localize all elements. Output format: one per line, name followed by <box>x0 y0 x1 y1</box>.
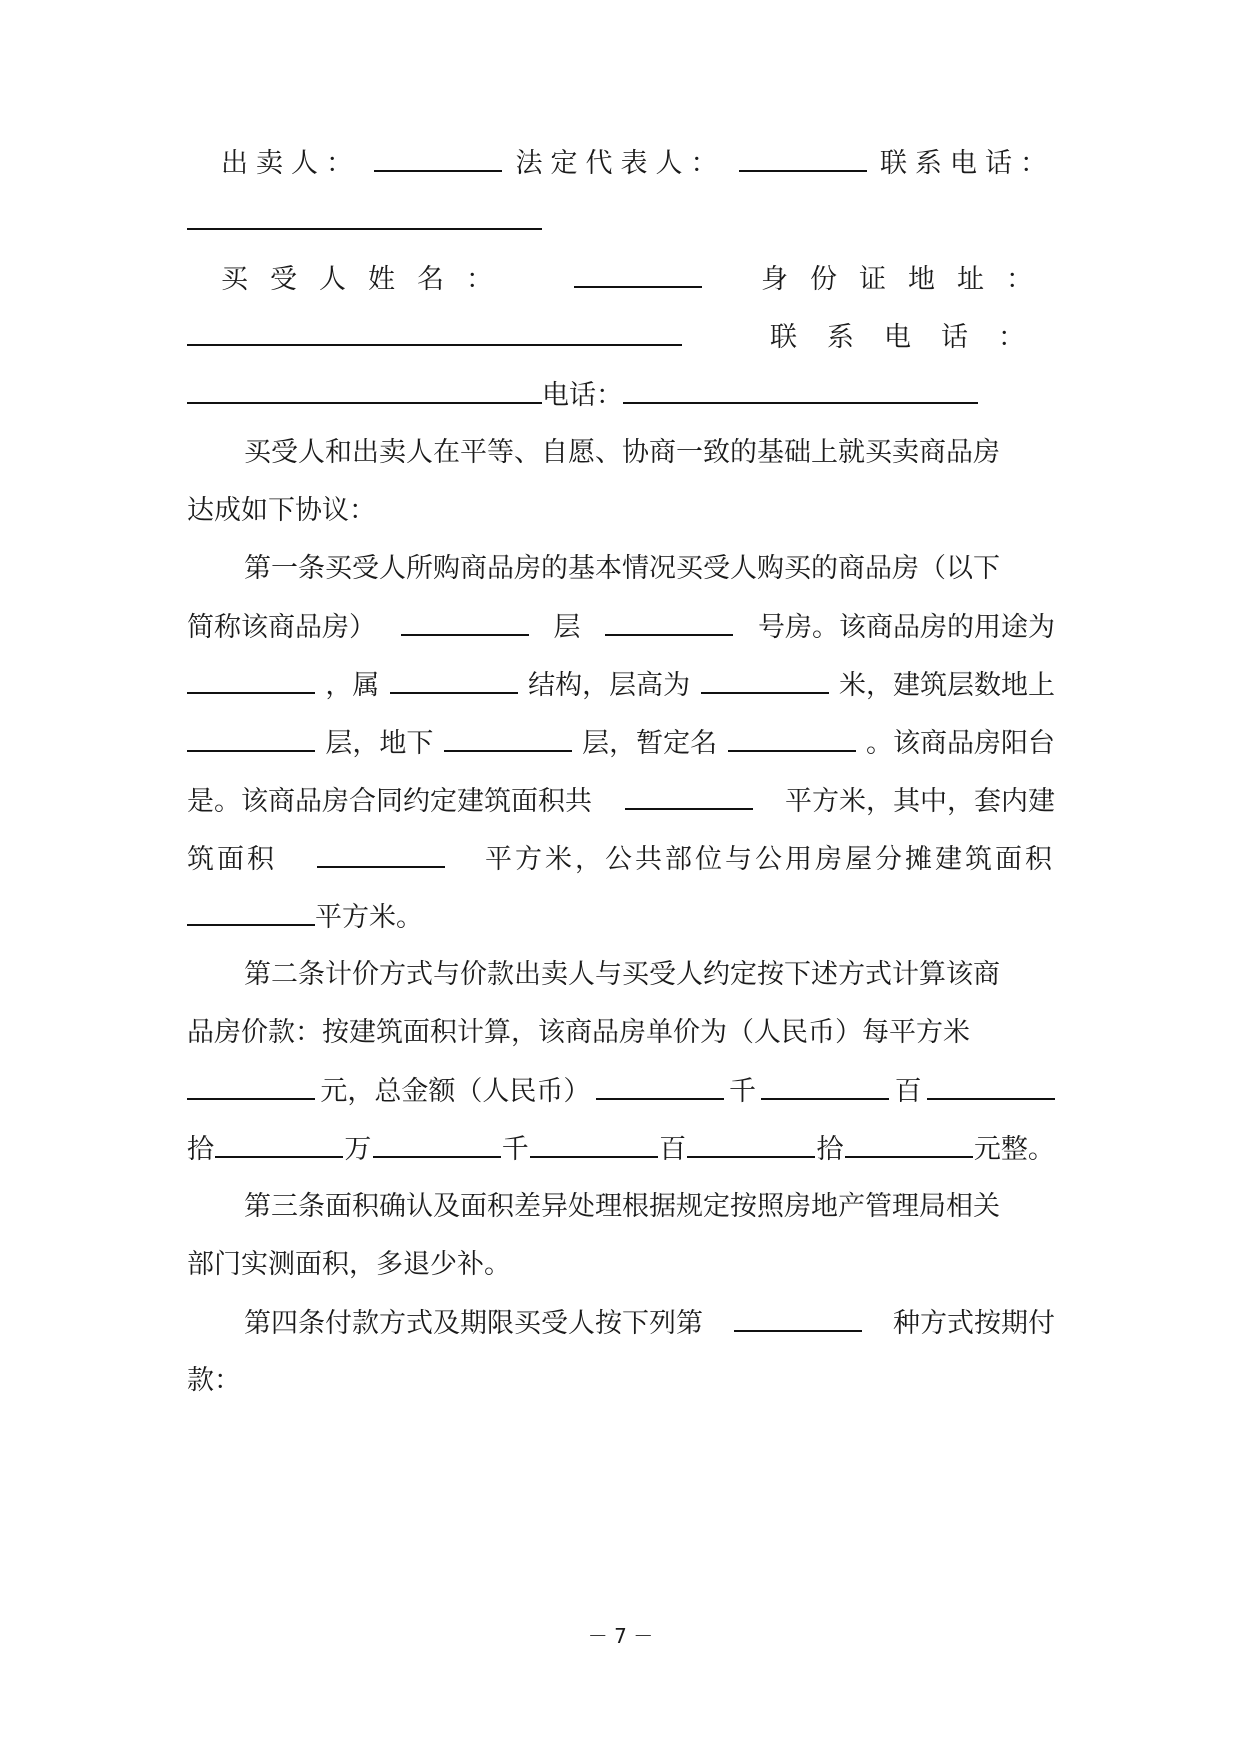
article2-line-4 <box>187 1132 1055 1166</box>
article1-line-4 <box>187 726 1055 760</box>
article1-line-1: 第一条买受人所购商品房的基本情况买受人购买的商品房（以下 <box>244 553 1000 584</box>
phone-label: 电话： <box>542 380 623 411</box>
buyer-phone-label: 联系电话： <box>770 322 1055 353</box>
legal-rep-label: 法定代表人： <box>515 148 726 179</box>
article1-line-6 <box>187 842 1055 876</box>
amount-bai-blank[interactable] <box>530 1132 658 1158</box>
unit-price-blank[interactable] <box>187 1074 315 1100</box>
buyer-phone-blank[interactable] <box>187 378 542 404</box>
room-number-blank[interactable] <box>605 610 733 636</box>
phone-blank[interactable] <box>623 378 978 404</box>
page-number: － 7 － <box>587 1624 654 1648</box>
floor-blank[interactable] <box>401 610 529 636</box>
article1-text: 。该商品房阳台 <box>865 728 1055 759</box>
preamble-line-2: 达成如下协议： <box>187 495 376 526</box>
id-address-label: 身份证地址： <box>761 264 1055 295</box>
total-ten-blank[interactable] <box>927 1074 1055 1100</box>
tentative-name-blank[interactable] <box>728 726 856 752</box>
seller-phone-line <box>187 204 1055 238</box>
article1-line-7 <box>187 900 1055 934</box>
buyer-info-line <box>187 262 1055 296</box>
id-address-blank[interactable] <box>187 320 682 346</box>
amount-yuan-blank[interactable] <box>845 1132 973 1158</box>
floors-below-blank[interactable] <box>444 726 572 752</box>
seller-name-blank[interactable] <box>374 146 502 172</box>
total-hundred-blank[interactable] <box>761 1074 889 1100</box>
article2-text: 元，总金额（人民币） <box>320 1076 591 1107</box>
amount-wan-blank[interactable] <box>215 1132 343 1158</box>
article4-line-2: 款： <box>187 1365 241 1396</box>
article2-text: 万 <box>344 1134 372 1165</box>
total-thousand-blank[interactable] <box>596 1074 724 1100</box>
article1-text: 米，建筑层数地上 <box>838 670 1055 701</box>
seller-label: 出卖人： <box>221 148 361 179</box>
article1-text: 是。该商品房合同约定建筑面积共 <box>187 786 592 817</box>
article2-text: 千 <box>501 1134 529 1165</box>
article1-text: 简称该商品房） <box>187 612 376 643</box>
article1-text: 平方米，其中，套内建 <box>785 786 1055 817</box>
floor-height-blank[interactable] <box>701 668 829 694</box>
article4-text: 第四条付款方式及期限买受人按下列第 <box>244 1308 703 1339</box>
usage-blank[interactable] <box>187 668 315 694</box>
article2-text: 拾 <box>187 1134 214 1165</box>
article1-text: 平方米，公共部位与公用房屋分摊建筑面积 <box>485 844 1055 875</box>
article2-text: 百 <box>659 1134 687 1165</box>
article2-text: 千 <box>728 1076 756 1107</box>
article1-text: 筑面积 <box>187 844 277 875</box>
article2-line-3 <box>187 1074 1055 1108</box>
seller-info-line <box>187 146 1055 180</box>
seller-phone-blank[interactable] <box>187 204 542 230</box>
article1-text: 层 <box>553 612 581 643</box>
buyer-phone-line <box>187 378 1055 412</box>
article2-text: 百 <box>894 1076 922 1107</box>
article2-text: 拾 <box>816 1134 844 1165</box>
article1-line-5 <box>187 784 1055 818</box>
article1-text: 号房。该商品房的用途为 <box>758 612 1055 643</box>
article1-text: 平方米。 <box>315 902 423 933</box>
seller-phone-label: 联系电话： <box>880 148 1055 179</box>
preamble-line-1: 买受人和出卖人在平等、自愿、协商一致的基础上就买卖商品房 <box>244 437 1000 468</box>
inner-area-blank[interactable] <box>317 842 445 868</box>
article1-line-2 <box>187 610 1055 644</box>
floors-above-blank[interactable] <box>187 726 315 752</box>
article1-text: 层，暂定名 <box>582 728 718 759</box>
payment-method-blank[interactable] <box>734 1306 862 1332</box>
total-area-blank[interactable] <box>625 784 753 810</box>
article1-text: 层，地下 <box>325 728 434 759</box>
article3-line-2: 部门实测面积，多退少补。 <box>187 1249 511 1280</box>
article1-line-3 <box>187 668 1055 702</box>
article4-line-1 <box>187 1306 1055 1340</box>
article4-text: 种方式按期付 <box>893 1308 1055 1339</box>
amount-qian-blank[interactable] <box>373 1132 501 1158</box>
structure-blank[interactable] <box>390 668 518 694</box>
buyer-address-line <box>187 320 1055 354</box>
legal-rep-blank[interactable] <box>739 146 867 172</box>
buyer-name-label: 买受人姓名： <box>221 264 515 295</box>
article3-line-1: 第三条面积确认及面积差异处理根据规定按照房地产管理局相关 <box>244 1191 1000 1222</box>
article2-text: 元整。 <box>973 1134 1055 1165</box>
article2-line-2: 品房价款：按建筑面积计算，该商品房单价为（人民币）每平方米 <box>187 1017 970 1048</box>
article1-text: ，属 <box>325 670 380 701</box>
article2-line-1: 第二条计价方式与价款出卖人与买受人约定按下述方式计算该商 <box>244 959 1000 990</box>
amount-shi-blank[interactable] <box>687 1132 815 1158</box>
buyer-name-blank[interactable] <box>574 262 702 288</box>
article1-text: 结构，层高为 <box>528 670 691 701</box>
shared-area-blank[interactable] <box>187 900 315 926</box>
